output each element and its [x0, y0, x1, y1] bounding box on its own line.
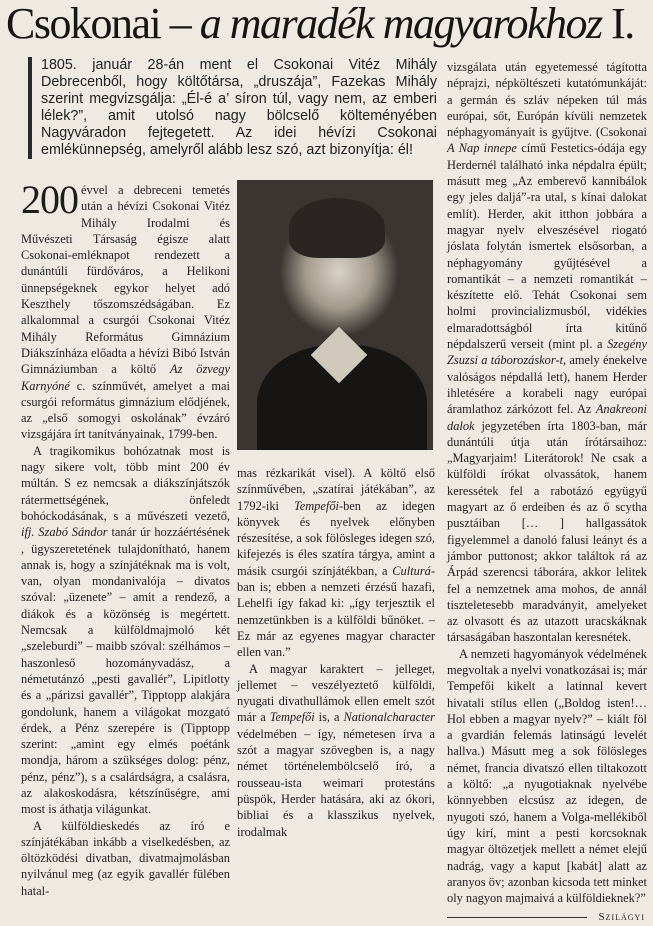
- author-name: Szilágyi: [598, 911, 645, 924]
- paragraph-text: -ben az idegen könyvek és nyelvek előnyben részesítése, a sok fölösleges idegen szó, kifejezés is éles szatíra tárgya, amint a másik csurgói színjátékban, a: [237, 498, 435, 578]
- paragraph-text: mas rézkarikát visel). A költő első színművében, „szatírai játékában”, az 1792-iki: [237, 466, 435, 513]
- article-paragraph: [237, 465, 435, 661]
- paragraph-text: védelmében – így, németesen írva a szót a magyar szövegben is, a nagy német történelembölcselő író, a rousseau-ista weimari protestáns püspök, Herder hatására, aki az ókori, bibliai és a klasszikus nyelvek, irodalmak: [237, 726, 435, 839]
- paragraph-text: A nemzeti hagyományok védelmének megvoltak a nyelvi vonatkozásai is; már Tempefői kikelt a latinnal kevert hivatali stílus ellen („Boldog isten!… Hol ebben a magyar nyelv?” – kiált föl a gvardián felemás latinságú levelét hallva.) Másutt meg a sok fölösleges német, francia divatszó ellen tiltakozott a költő: „a nyugotiaknak nyelvébe könnyebben elcsúsz az idegen, de nyugoti szó, hanem a Volga-mellékiből úgy kirí, mint a pesti korcsoknak magyar öltözetjek mellett a német elejű nadrág, vagy a kaput [kabát] alatt az aranyos öv; azonban kicsoda tett minket oly nagyon majmaivá a külföldieknek?”: [447, 646, 647, 906]
- title-main: Csokonai –: [6, 0, 200, 48]
- paragraph-text: , amely énekelve valóságos népdallá lett), hanem Herder ihletésére a korabeli nagy európai áramlathoz zárkózott fel. Az: [447, 353, 647, 417]
- article-paragraph: [447, 646, 647, 907]
- article-paragraph: [237, 661, 435, 840]
- paragraph-text: vizsgálata után egyetemessé tágította néprajzi, népköltészeti kutatómunkáját: a germán és szláv népeken túl más európai, sőt, Európán kívüli nemzetek néphagyományait is gyűjtve. (Csokonai: [447, 60, 647, 140]
- paragraph-text: jegyzetében írta 1803-ban, már dunántúli útja után írótársaihoz: „Magyarjaim! Literátorok! Ne csak a külföldi írókat olvassátok, hanem keressétek fel a rabotázó együgyű magyart az ő erdeiben és az ő scytha pusztáiban [… ] hallgassátok figyelemmel a danoló falusi leányt és a jámbor puttonost; akkor találtok rá az Árpád szerencsi táborára, akkor lelitek fel a nemzetnek ama mohos, de annál tiszteletesebb maradványit, amelyeket az olvasott és az utazott uracskáknak társaságában haszontalan keresnétek.: [447, 418, 647, 645]
- column-left: [21, 177, 231, 899]
- signature-rule: [447, 917, 587, 918]
- italic-title-text: ifj. Szabó Sándor: [21, 525, 108, 540]
- column-right: [447, 59, 647, 923]
- drop-cap: 200: [21, 177, 78, 222]
- paragraph-text: A külföldieskedés az író e színjátékában inkább a viselkedésben, az öltözködési divatban, divatmajmolásban nyilvánul meg (az egyik gavallér fülében hatal-: [21, 818, 230, 898]
- italic-title-text: Tempefői: [269, 710, 315, 725]
- paragraph-text: évvel a debreceni temetés után a hévízi Csokonai Vitéz Mihály Irodalmi és Művészeti Társaság égisze alatt Csokonai-emléknapot rendezett a dunántúli fürdőváros, a Helikoni ünnepségeknek egykor helyet adó Keszthely tőszomszédságában. Ez alkalommal a csurgói Csokonai Vitéz Mihály Református Gimnázium Diákszínháza előadta a hévízi Bibó István Gimnáziumban a költő: [21, 183, 230, 377]
- lead-paragraph: 1805. január 28-án ment el Csokonai Vitéz Mihály Debrecenből, hogy költőtársa, „druszája”, Fazekas Mihály szerint megvizsgálja: „Él-é a’ síron túl, vagy nem, az emberi lélek?”, amit utolsó nagy bölcselő költeményében Nagyváradon fejtegetett. Az idei hévízi Csokonai emlékünnepség, amelyről alább lesz szó, azt bizonyítja: él!: [28, 57, 437, 159]
- italic-title-text: Culturá: [392, 563, 431, 578]
- paragraph-text: A magyar karaktert – jelleget, jellemet – veszélyeztető külföldi, nyugati divathullámok ellen emelt szót már a: [237, 661, 435, 725]
- portrait-image-csokonai: [237, 180, 433, 450]
- italic-title-text: Az özvegy Karnyóné: [21, 362, 231, 393]
- paragraph-text: is, a: [314, 710, 344, 725]
- article-paragraph: [21, 818, 230, 899]
- italic-title-text: Anakreoni dalok: [447, 402, 647, 433]
- column-middle: [237, 465, 435, 840]
- paragraph-text: -ban is; ebben a nemzeti érzésű hazafi, Lehelfi így fakad ki: „így terjesztik el nemzetünkben is a külföldi bűnöket. – Ez már az egyenes magyar character ellen van.”: [237, 563, 435, 660]
- italic-title-text: Tempefői: [293, 498, 339, 513]
- article-paragraph: [21, 443, 230, 818]
- italic-title-text: A Nap innepe: [447, 141, 517, 156]
- paragraph-text: tanár úr hozzáértésének , ügyszeretetének tulajdonítható, hanem annak is, hogy a színjátéknak ma is volt, van, olyan mondanivalója – divatos szóval: „üzenete” – amit a rendező, a diákok és a közönség is megértett. Nemcsak a külföldmajmoló két „szeleburdi” – maibb szóval: szélhámos – haszonleső hozományvadász, a németutánzó „pesti gavallér”, Lipitlotty és a „párizsi gavallér”, Tipptopp alakjára gondolunk, hanem a világokat mozgató érdek, a Pénz szerepére is (Tipptopp szerint: „amint egy elmés poétánk mondja, három a szükséges dolog: pénz, pénz, pénz”), s a csalárdságra, a csalásra, az alakoskodásra, kétszínűségre, ami most is áthatja világunkat.: [21, 525, 230, 817]
- title-italic: a maradék magyarokhoz: [199, 0, 602, 48]
- article-paragraph: [21, 177, 231, 443]
- author-signature: [447, 909, 647, 923]
- article-paragraph: [447, 59, 647, 646]
- portrait-hair: [289, 198, 385, 258]
- title-part-number: I.: [601, 0, 634, 48]
- italic-title-text: Szegény Zsuzsi a táborozáskor-t: [447, 337, 647, 368]
- paragraph-text: című Festetics-ódája egy Herdernél található inka népdalra épült; másutt meg „Az emberevő kannibálok egy jeles daljá”-ra utal, s kínai dalokat említ). Herder, akit itthon jobbára a magyar nyelv elveszésével riogató jóslata folytán ismertek elsősorban, a néphagyomány gyűjtésével a romantikát – a nemzeti romantikát – készítette elő. Tehát Csokonai sem holmi provincializmusból, vidékies elmaradottságból írta kitűnő népdalszerű verseit (mint pl. a: [447, 141, 647, 352]
- italic-title-text: Nationalcharacter: [343, 710, 435, 725]
- paragraph-text: A tragikomikus bohózatnak most is nagy sikere volt, több mint 200 év múltán. S ez nemcsak a diákszínjátszók rátermettségének, önfeledt bohóckodásának, s a művészeti vezető,: [21, 443, 230, 523]
- paragraph-text: c. színművét, amelyet a mai csurgói református gimnázium elődjének, az „első somogyi oskolának” évzáró vizsgájára írt tanítványainak, 1799-ben.: [21, 378, 230, 442]
- article-title: [6, 0, 651, 52]
